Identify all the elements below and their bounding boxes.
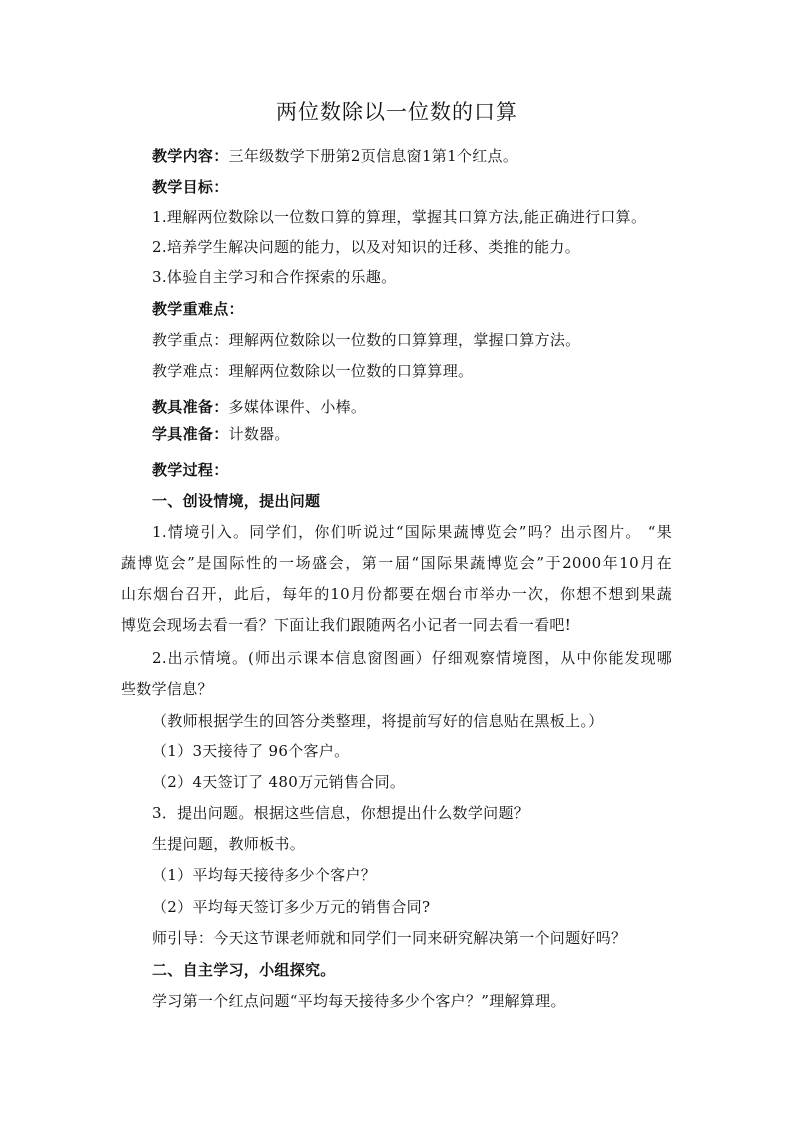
paragraph-1-line-1: 1.情境引入。同学们，你们听说过“国际果蔬博览会”吗？出示图片。 “果	[152, 523, 672, 541]
paragraph-2-line-1: 2.出示情境。(师出示课本信息窗图画）仔细观察情境图，从中你能发现哪	[152, 649, 672, 667]
final-line: 学习第一个红点问题“平均每天接待多少个客户？”理解算理。	[152, 992, 566, 1010]
student-prep-label: 学具准备：	[152, 425, 229, 443]
paragraph-1-line-4: 博览会现场去看一看？下面让我们跟随两名小记者一同去看一看吧!	[121, 616, 572, 634]
info-item-1: （1）3天接待了 96个客户。	[152, 742, 350, 760]
teacher-note: （教师根据学生的回答分类整理，将提前写好的信息贴在黑板上。）	[152, 712, 604, 730]
goal-item-3: 3.体验自主学习和合作探索的乐趣。	[152, 268, 397, 286]
teacher-prep-label: 教具准备：	[152, 398, 229, 416]
difficulty-text: 理解两位数除以一位数的口算算理。	[228, 362, 474, 380]
document-title: 两位数除以一位数的口算	[276, 100, 518, 124]
teacher-prep-line	[152, 397, 366, 417]
paragraph-1-line-2: 蔬博览会”是国际性的一场盛会，第一届“国际果蔬博览会”于2000年10月在	[121, 554, 672, 572]
teaching-process-label: 教学过程：	[152, 461, 229, 479]
teacher-guide: 师引导：今天这节课老师就和同学们一同来研究解决第一个问题好吗？	[152, 929, 627, 947]
paragraph-2-line-2: 些数学信息？	[121, 680, 213, 698]
student-prep-line	[152, 424, 290, 444]
key-point-text: 理解两位数除以一位数的口算算理，掌握口算方法。	[228, 331, 581, 349]
question-item-1: （1）平均每天接待多少个客户？	[152, 866, 377, 884]
key-points-label: 教学重难点：	[152, 300, 244, 318]
teaching-content-line	[152, 146, 518, 166]
key-point-line	[152, 330, 580, 350]
goal-item-2: 2.培养学生解决问题的能力，以及对知识的迁移、类推的能力。	[152, 238, 581, 256]
teaching-content-label: 教学内容：	[152, 147, 229, 165]
difficulty-line	[152, 361, 473, 381]
info-item-2: （2）4天签订了 480万元销售合同。	[152, 773, 406, 791]
question-item-2: （2）平均每天签订多少万元的销售合同?	[152, 898, 431, 916]
teaching-content-text: 三年级数学下册第2页信息窗1第1个红点。	[228, 147, 519, 165]
difficulty-label: 教学难点：	[152, 362, 229, 380]
key-point-label: 教学重点：	[152, 331, 229, 349]
section-1-heading: 一、创设情境，提出问题	[152, 492, 321, 510]
section-2-heading: 二、自主学习，小组探究。	[152, 961, 336, 979]
student-prep-text: 计数器。	[228, 425, 290, 443]
paragraph-1-line-3: 山东烟台召开，此后，每年的10月份都要在烟台市举办一次，你想不想到果蔬	[121, 585, 672, 603]
goal-item-1: 1.理解两位数除以一位数口算的算理，掌握其口算方法,能正确进行口算。	[152, 208, 647, 226]
paragraph-3b: 生提问题，教师板书。	[152, 835, 306, 853]
teaching-goals-label: 教学目标：	[152, 178, 229, 196]
teacher-prep-text: 多媒体课件、小棒。	[228, 398, 367, 416]
paragraph-3: 3．提出问题。根据这些信息，你想提出什么数学问题？	[152, 804, 530, 822]
